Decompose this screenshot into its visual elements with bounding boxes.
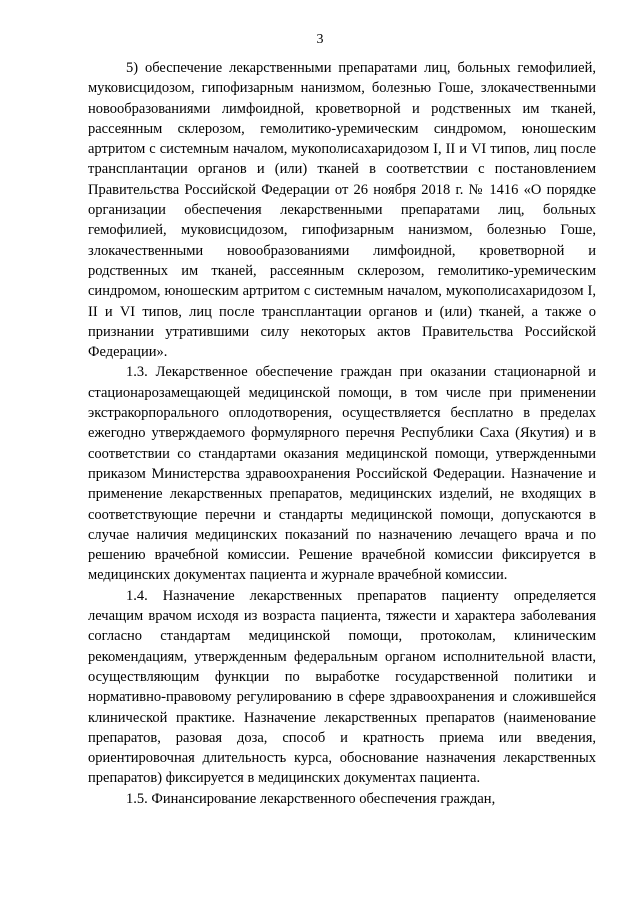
- paragraph-1-4: 1.4. Назначение лекарственных препаратов пациенту определяется лечащим врачом исходя из возраста пациента, тяжести и характера заболевания согласно стандартам медицинской помощи, протоколам, клиническим рекомендациям, утвержденным федеральным органом исполнительной власти, осуществляющим функции по выработке государственной политики и нормативно-правовому регулированию в сфере здравоохранения и сложившейся клинической практике. Назначение лекарственных препаратов (наименование препаратов, разовая доза, способ и кратность приема или введения, ориентировочная длительность курса, обоснование назначения лекарственных препаратов) фиксируется в медицинских документах пациента.: [88, 587, 596, 787]
- document-body: [88, 58, 596, 809]
- paragraph-item-5: 5) обеспечение лекарственными препаратами лиц, больных гемофилией, муковисцидозом, гипофизарным нанизмом, болезнью Гоше, злокачественными новообразованиями лимфоидной, кроветворной и родственных им тканей, рассеянным склерозом, гемолитико-уремическим синдромом, юношеским артритом с системным началом, мукополисахаридозом I, II и VI типов, лиц после трансплантации органов и (или) тканей в соответствии с постановлением Правительства Российской Федерации от 26 ноября 2018 г. № 1416 «О порядке организации обеспечения лекарственными препаратами лиц, больных гемофилией, муковисцидозом, гипофизарным нанизмом, болезнью Гоше, злокачественными новообразованиями лимфоидной, кроветворной и родственных им тканей, рассеянным склерозом, гемолитико-уремическим синдромом, юношеским артритом с системным началом, мукополисахаридозом I, II и VI типов, лиц после трансплантации органов и (или) тканей, а также о признании утратившими силу некоторых актов Правительства Российской Федерации».: [88, 60, 596, 361]
- page-number: 3: [316, 32, 324, 47]
- paragraph-1-5: 1.5. Финансирование лекарственного обеспечения граждан,: [126, 790, 496, 807]
- paragraph-1-3: 1.3. Лекарственное обеспечение граждан при оказании стационарной и стационарозамещающей медицинской помощи, в том числе при применении экстракорпорального оплодотворения, осуществляется бесплатно в пределах ежегодно утверждаемого формулярного перечня Республики Саха (Якутия) и в соответствии со стандартами оказания медицинской помощи, утвержденными приказом Министерства здравоохранения Российской Федерации. Назначение и применение лекарственных препаратов, медицинских изделий, не входящих в соответствующие перечни и стандарты медицинской помощи, допускаются в случае наличия медицинских показаний по назначению лечащего врача и по решению врачебной комиссии. Решение врачебной комиссии фиксируется в медицинских документах пациента и журнале врачебной комиссии.: [88, 364, 596, 584]
